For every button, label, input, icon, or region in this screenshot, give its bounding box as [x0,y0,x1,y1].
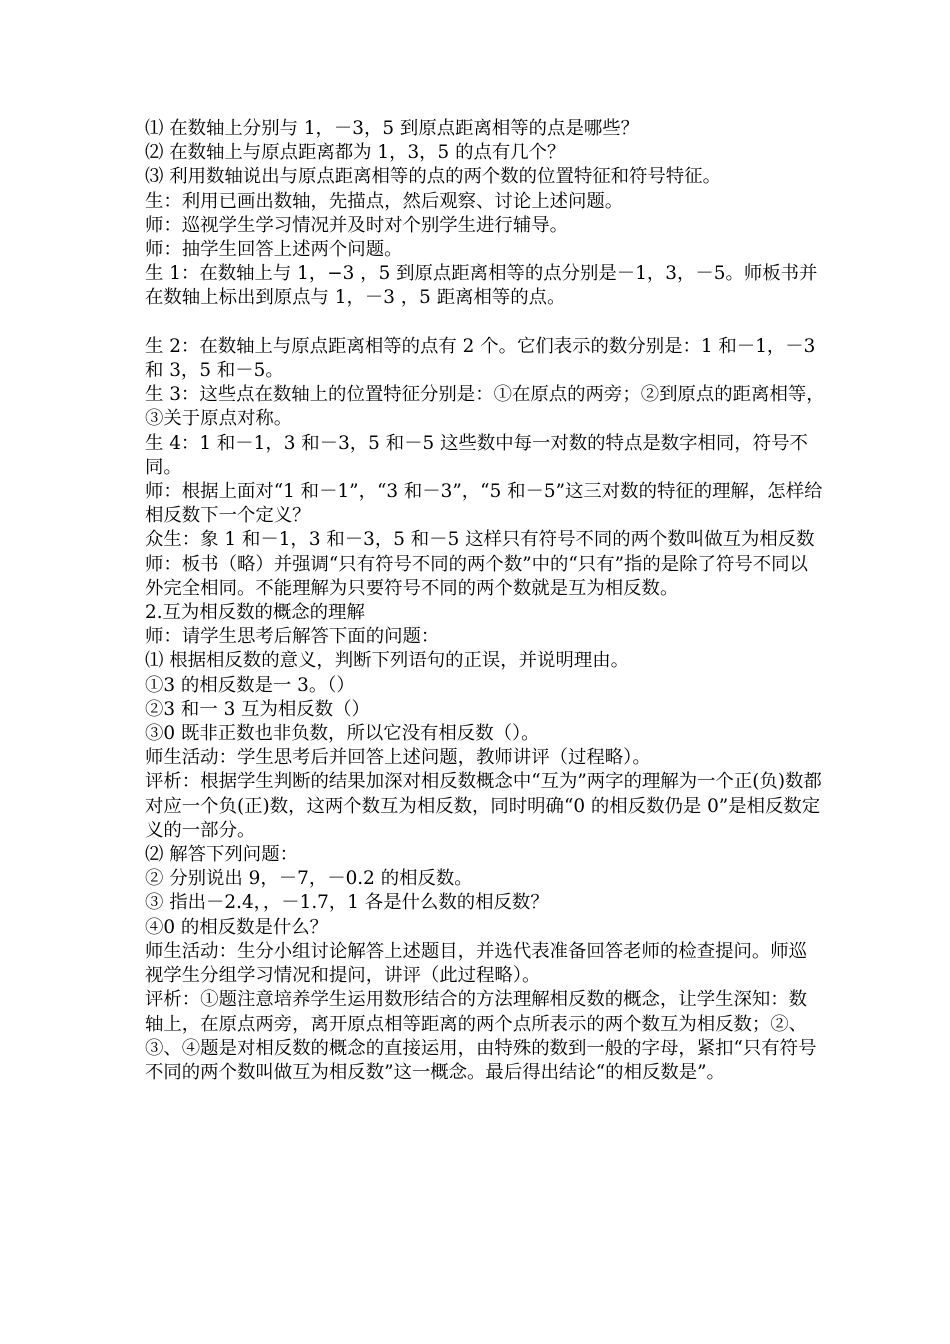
exercise-1: ⑴ 根据相反数的意义，判断下列语句的正误，并说明理由。 [145,650,630,672]
students-definition: 众生：象 1 和－1，3 和－3，5 和－5 这样只有符号不同的两个数叫做互为相反数 [145,529,815,551]
exercise-2-item-2: ② 分别说出 9，－7，－0.2 的相反数。 [145,868,473,890]
exercise-2: ⑵ 解答下列问题： [145,844,298,866]
teacher-ask: 师：抽学生回答上述两个问题。 [145,239,403,261]
exercise-2-item-3: ③ 指出－2.4，，－1.7，1 各是什么数的相反数？ [145,892,549,914]
exercise-2-item-4: ④0 的相反数是什么？ [145,916,329,938]
question-3: ⑶ 利用数轴说出与原点距离相等的点的两个数的位置特征和符号特征。 [145,166,721,188]
document-body [145,117,825,1085]
blank-line [145,311,825,335]
question-1: ⑴ 在数轴上分别与 1，－3，5 到原点距离相等的点是哪些？ [145,118,640,139]
question-2: ⑵ 在数轴上与原点距离都为 1，3，5 的点有几个？ [145,142,566,164]
commentary-1: 评析：根据学生判断的结果加深对相反数概念中“互为”两字的理解为一个正(负)数都对应一个负(正)数，这两个数互为相反数，同时明确“0 的相反数仍是 0”是相反数定义的一部分。 [145,771,822,841]
class-activity-2: 师生活动：生分小组讨论解答上述题目，并选代表准备回答老师的检查提问。师巡视学生分组学习情况和提问，讲评（此过程略）。 [145,940,808,987]
class-activity-1: 师生活动：学生思考后并回答上述问题，教师讲评（过程略）。 [145,747,651,769]
student-1-answer: 生 1：在数轴上与 1，−3 ，5 到原点距离相等的点分别是－1，3，－5。师板书并在数轴上标出到原点与 1，－3 ，5 距离相等的点。 [145,263,818,309]
student-2-answer: 生 2：在数轴上与原点距离相等的点有 2 个。它们表示的数分别是：1 和－1，－3 和 3，5 和－5。 [145,335,816,382]
exercise-1-item-1: ①3 的相反数是一 3。（） [145,674,355,696]
teacher-question: 师：根据上面对“1 和－1”，“3 和－3”，“5 和－5”这三对数的特征的理解，怎样给相反数下一个定义？ [145,481,823,527]
section-heading: 2.互为相反数的概念的理解 [145,602,365,624]
exercise-1-item-3: ③0 既非正数也非负数，所以它没有相反数（）。 [145,723,540,745]
teacher-activity: 师：巡视学生学习情况并及时对个别学生进行辅导。 [145,214,568,236]
student-activity: 生：利用已画出数轴，先描点，然后观察、讨论上述问题。 [145,190,624,212]
commentary-2: 评析：①题注意培养学生运用数形结合的方法理解相反数的概念，让学生深知：数轴上，在原点两旁，离开原点相等距离的两个点所表示的两个数互为相反数；②、③、④题是对相反数的概念的直接运用，由特殊的数到一般的字母，紧扣“只有符号不同的两个数叫做互为相反数”这一概念。最后得出结论“的相反数是”。 [145,989,817,1083]
exercise-1-item-2: ②3 和一 3 互为相反数（） [145,698,370,720]
student-4-answer: 生 4：1 和－1，3 和－3，5 和－5 这些数中每一对数的特点是数字相同，符号不同。 [145,432,808,478]
student-3-answer: 生 3：这些点在数轴上的位置特征分别是：①在原点的两旁；②到原点的距离相等，③关于原点对称。 [145,384,825,430]
teacher-emphasis: 师：板书（略）并强调“只有符号不同的两个数”中的“只有”指的是除了符号不同以外完全相同。不能理解为只要符号不同的两个数就是互为相反数。 [145,553,808,599]
teacher-prompt: 师：请学生思考后解答下面的问题： [145,626,440,648]
